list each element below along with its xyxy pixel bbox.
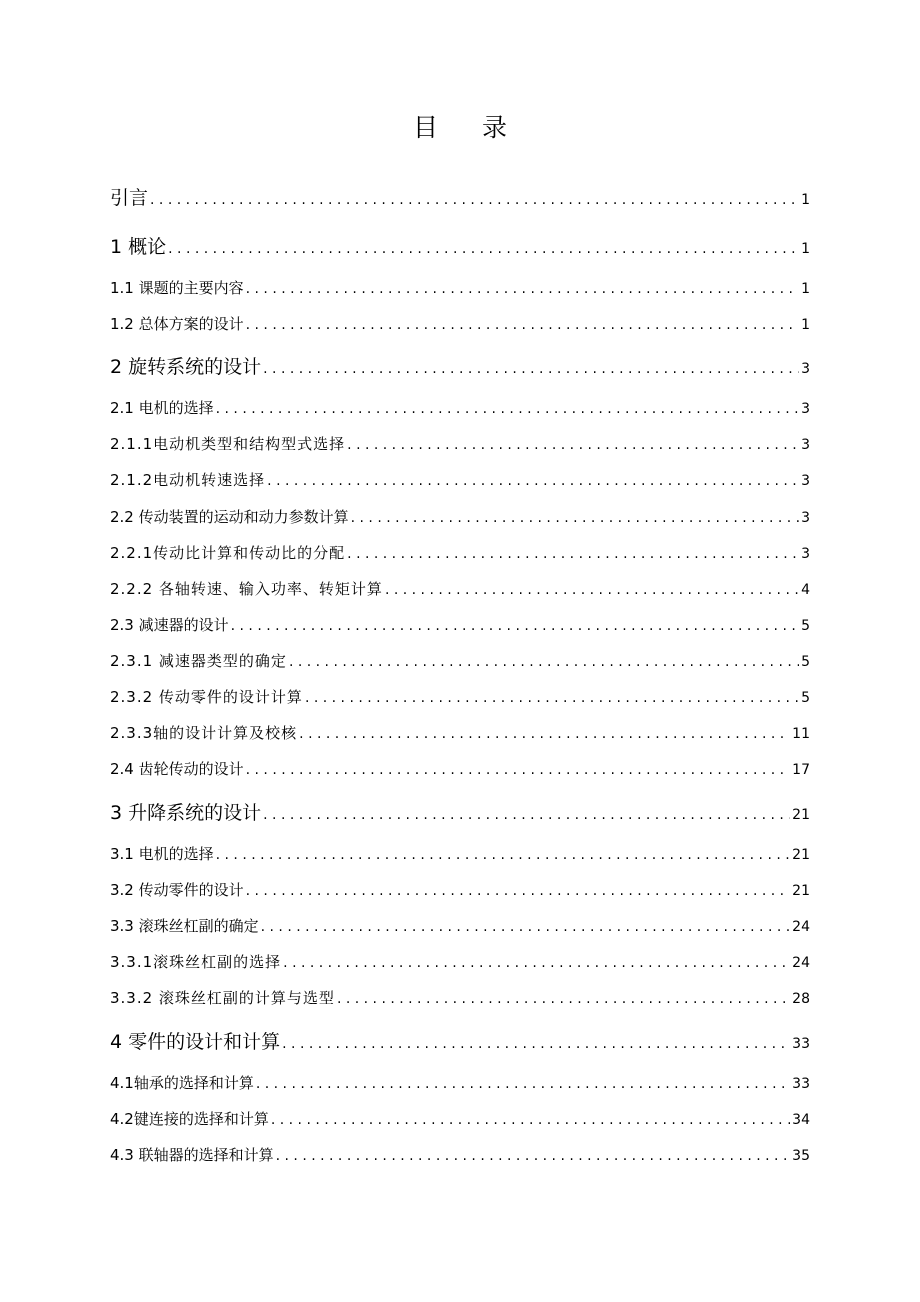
- toc-entry[interactable]: [110, 1072, 810, 1092]
- toc-entry[interactable]: [110, 650, 810, 670]
- toc-entry[interactable]: [110, 987, 810, 1007]
- toc-leader: [246, 317, 799, 333]
- toc-entry[interactable]: [110, 542, 810, 562]
- toc-entry-label: 4.1轴承的选择和计算: [110, 1074, 254, 1092]
- toc-page-number: 17: [792, 762, 810, 778]
- toc-leader: [261, 919, 791, 935]
- toc-leader: [347, 437, 799, 453]
- toc-page-number: 5: [801, 618, 810, 634]
- toc-entry[interactable]: [110, 722, 810, 742]
- toc-page-number: 3: [801, 546, 810, 562]
- toc-page-number: 24: [792, 955, 810, 971]
- toc-leader: [216, 401, 799, 417]
- toc-page-number: 21: [792, 883, 810, 899]
- toc-leader: [246, 762, 791, 778]
- toc-entry[interactable]: [110, 277, 810, 297]
- toc-leader: [283, 955, 790, 971]
- toc-entry[interactable]: [110, 578, 810, 598]
- toc-leader: [385, 582, 799, 598]
- toc-entry-label: 3.3.1滚珠丝杠副的选择: [110, 953, 282, 971]
- toc-entry[interactable]: [110, 758, 810, 778]
- toc-page-number: 1: [801, 317, 810, 333]
- toc-entry-label: 3.1 电机的选择: [110, 845, 214, 863]
- toc-entry[interactable]: [110, 843, 810, 863]
- toc-entry[interactable]: [110, 951, 810, 971]
- toc-entry-label: 3.2 传动零件的设计: [110, 881, 244, 899]
- toc-leader: [289, 654, 799, 670]
- toc-entry-label: 2.2.1传动比计算和传动比的分配: [110, 544, 346, 562]
- toc-entry-label: 2.3.1 减速器类型的确定: [110, 652, 287, 670]
- toc-entry-label: 2.3 减速器的设计: [110, 616, 229, 634]
- toc-entry[interactable]: [110, 686, 810, 706]
- toc-page-number: 3: [801, 437, 810, 453]
- toc-entry[interactable]: [110, 183, 810, 207]
- toc-page-number: 34: [792, 1112, 810, 1128]
- toc-leader: [351, 510, 799, 526]
- toc-leader: [150, 192, 799, 208]
- toc-entry[interactable]: [110, 798, 810, 822]
- toc-leader: [299, 726, 790, 742]
- toc-page-number: 5: [801, 654, 810, 670]
- toc-page-number: 3: [801, 473, 810, 489]
- toc-entry-label: 引言: [110, 187, 149, 209]
- toc-leader: [337, 991, 790, 1007]
- toc-page-number: 5: [801, 690, 810, 706]
- toc-entry[interactable]: [110, 879, 810, 899]
- toc-page-number: 28: [792, 991, 810, 1007]
- toc-leader: [216, 847, 791, 863]
- toc-entry[interactable]: [110, 469, 810, 489]
- toc-page-number: 24: [792, 919, 810, 935]
- toc-entry-label: 2.1.1电动机类型和结构型式选择: [110, 435, 346, 453]
- toc-entry-label: 3.3.2 滚珠丝杠副的计算与选型: [110, 989, 335, 1007]
- toc-entry[interactable]: [110, 232, 810, 256]
- toc-entry-label: 4 零件的设计和计算: [110, 1031, 281, 1053]
- toc-page-number: 33: [792, 1036, 810, 1052]
- toc-entry-label: 3.3 滚珠丝杠副的确定: [110, 917, 259, 935]
- toc-leader: [282, 1036, 790, 1052]
- toc-leader: [246, 281, 799, 297]
- toc-page-number: 21: [792, 807, 810, 823]
- toc-entry[interactable]: [110, 1144, 810, 1164]
- toc-page-number: 3: [801, 510, 810, 526]
- toc-entry-label: 2.3.3轴的设计计算及校核: [110, 724, 298, 742]
- toc-leader: [256, 1076, 790, 1092]
- toc-leader: [305, 690, 799, 706]
- toc-entry[interactable]: [110, 397, 810, 417]
- toc-entry-label: 1.1 课题的主要内容: [110, 279, 244, 297]
- toc-entry-label: 2.2 传动装置的运动和动力参数计算: [110, 508, 349, 526]
- toc-entry-label: 2.3.2 传动零件的设计计算: [110, 688, 303, 706]
- toc-leader: [263, 361, 799, 377]
- toc-entry[interactable]: [110, 1108, 810, 1128]
- toc-entry[interactable]: [110, 1027, 810, 1051]
- toc-leader: [246, 883, 791, 899]
- toc-leader: [347, 546, 799, 562]
- toc-entry-label: 4.2键连接的选择和计算: [110, 1110, 269, 1128]
- toc-entry-label: 2.1.2电动机转速选择: [110, 471, 266, 489]
- toc-page-number: 11: [792, 726, 810, 742]
- toc-page-number: 21: [792, 847, 810, 863]
- toc-entry[interactable]: [110, 352, 810, 376]
- toc-page-number: 4: [801, 582, 810, 598]
- toc-page-number: 3: [801, 401, 810, 417]
- toc-leader: [263, 807, 790, 823]
- toc-page-number: 35: [792, 1148, 810, 1164]
- toc-page-number: 1: [801, 192, 810, 208]
- toc-page-number: 1: [801, 241, 810, 257]
- toc-entry[interactable]: [110, 614, 810, 634]
- toc-entry[interactable]: [110, 506, 810, 526]
- toc-entry-label: 2.4 齿轮传动的设计: [110, 760, 244, 778]
- toc-title: 目 录: [413, 113, 525, 142]
- toc-entry[interactable]: [110, 313, 810, 333]
- toc-entry[interactable]: [110, 433, 810, 453]
- toc-page-number: 3: [801, 361, 810, 377]
- toc-entry[interactable]: [110, 915, 810, 935]
- toc-leader: [231, 618, 799, 634]
- toc-leader: [168, 241, 799, 257]
- toc-entry-label: 3 升降系统的设计: [110, 802, 262, 824]
- toc-entry-label: 1 概论: [110, 236, 167, 258]
- toc-entry-label: 2 旋转系统的设计: [110, 356, 262, 378]
- toc-page-number: 33: [792, 1076, 810, 1092]
- toc-page-number: 1: [801, 281, 810, 297]
- toc-entry-label: 4.3 联轴器的选择和计算: [110, 1146, 274, 1164]
- toc-leader: [271, 1112, 790, 1128]
- toc-entry-label: 2.2.2 各轴转速、输入功率、转矩计算: [110, 580, 383, 598]
- toc-leader: [276, 1148, 791, 1164]
- toc-entry-label: 2.1 电机的选择: [110, 399, 214, 417]
- toc-leader: [267, 473, 799, 489]
- toc-entry-label: 1.2 总体方案的设计: [110, 315, 244, 333]
